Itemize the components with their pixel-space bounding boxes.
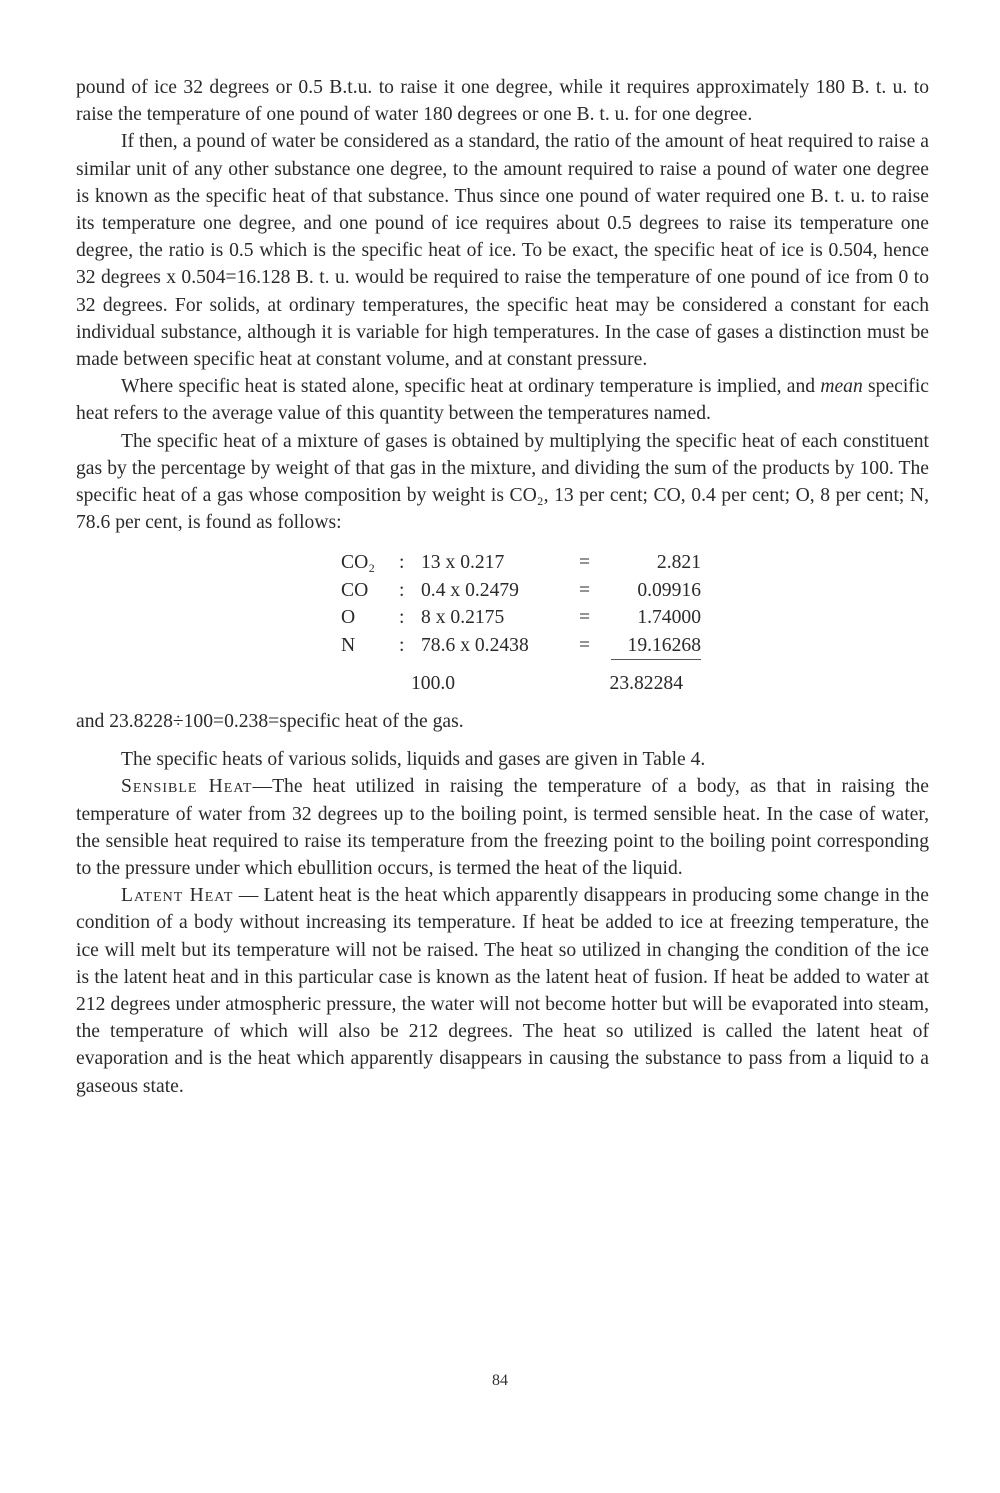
- section-heading-latent-heat: Latent Heat: [121, 885, 234, 907]
- total-weight: 100.0: [411, 673, 456, 695]
- paragraph-latent-heat: [76, 882, 929, 1100]
- paragraph-gas-mixture: The specific heat of a mixture of gases is obtained by multiplying the specific heat of each constituent gas by the percentage by weight of that gas in the mixture, and dividing the sum of the products by 100. The specific heat of a gas whose composition by weight is CO₂, 13 per cent; CO, 0.4 per cent; O, 8 per cent; N, 78.6 per cent, is found as follows:: [76, 430, 929, 534]
- text-before-emphasis: Where specific heat is stated alone, specific heat at ordinary temperature is implied, and: [121, 376, 816, 398]
- separator: :: [399, 579, 405, 601]
- product-expression: 8 x 0.2175: [421, 607, 505, 629]
- gas-label: CO₂: [341, 552, 376, 574]
- product-result: 19.16268: [611, 632, 701, 661]
- calculation-table: [341, 549, 701, 698]
- product-expression: 78.6 x 0.2438: [421, 634, 529, 656]
- latent-heat-text: — Latent heat is the heat which apparently disappears in producing some change in the condition of a body without increasing its temperature. If heat be added to ice at freezing temperature, the ice will melt but its temperature will not be raised. The heat so utilized in changing the condition of the ice is the latent heat and in this particular case is known as the latent heat of fusion. If heat be added to water at 212 degrees under atmospheric pressure, the water will not become hotter but will be evaporated into steam, the temperature of which will also be 212 degrees. The heat so utilized is called the latent heat of evaporation and is the heat which apparently disappears in causing the substance to pass from a liquid to a gaseous state.: [76, 885, 929, 1097]
- paragraph-result: and 23.8228÷100=0.238=specific heat of the gas.: [76, 710, 464, 732]
- calculation-row-o: [341, 604, 701, 632]
- separator: :: [399, 634, 405, 656]
- paragraph-sensible-heat: [76, 773, 929, 882]
- equals-sign: =: [579, 579, 591, 601]
- gas-label: N: [341, 634, 356, 656]
- paragraph-mean-specific-heat: [76, 373, 929, 427]
- product-result: 1.74000: [637, 607, 701, 629]
- emphasis-mean: mean: [820, 376, 863, 398]
- calculation-totals: [341, 670, 701, 698]
- separator: :: [399, 607, 405, 629]
- calculation-row-co2: [341, 549, 701, 577]
- paragraph-continuation: pound of ice 32 degrees or 0.5 B.t.u. to raise it one degree, while it requires approximately 180 B. t. u. to raise the temperature of one pound of water 180 degrees or one B. t. u. for one degree.: [76, 77, 929, 126]
- product-expression: 0.4 x 0.2479: [421, 579, 519, 601]
- section-heading-sensible-heat: Sensible Heat: [121, 776, 253, 798]
- page-body: [76, 74, 929, 1100]
- paragraph-gap: [76, 735, 929, 746]
- sensible-heat-text: —The heat utilized in raising the temperature of a body, as that in raising the temperature of water from 32 degrees up to the boiling point, is termed sensible heat. In the case of water, the sensible heat required to raise its temperature from the freezing point to the boiling point corresponding to the pressure under which ebullition occurs, is termed the heat of the liquid.: [76, 776, 929, 879]
- gas-label: CO: [341, 579, 369, 601]
- equals-sign: =: [579, 607, 591, 629]
- paragraph-specific-heat-definition: If then, a pound of water be considered as a standard, the ratio of the amount of heat required to raise a similar unit of any other substance one degree, to the amount required to raise a pound of water one degree is known as the specific heat of that substance. Thus since one pound of water required one B. t. u. to raise its temperature one degree, and one pound of ice requires about 0.5 degrees to raise its temperature one degree, the ratio is 0.5 which is the specific heat of ice. To be exact, the specific heat of ice is 0.504, hence 32 degrees x 0.504=16.128 B. t. u. would be required to raise the temperature of one pound of ice from 0 to 32 degrees. For solids, at ordinary temperatures, the specific heat may be considered a constant for each individual substance, although it is variable for high temperatures. In the case of gases a distinction must be made between specific heat at constant volume, and at constant pressure.: [76, 131, 929, 371]
- page-number: 84: [492, 1372, 508, 1389]
- product-expression: 13 x 0.217: [421, 552, 505, 574]
- product-result: 2.821: [656, 552, 701, 574]
- paragraph-table-reference: The specific heats of various solids, liquids and gases are given in Table 4.: [121, 749, 706, 771]
- equals-sign: =: [579, 634, 591, 656]
- total-result: 23.82284: [609, 673, 683, 695]
- gas-label: O: [341, 607, 356, 629]
- text-after-emphasis: specific heat refers to the average value of this quantity between the temperatures named.: [76, 376, 929, 425]
- equals-sign: =: [579, 552, 591, 574]
- separator: :: [399, 552, 405, 574]
- calculation-row-n: [341, 632, 701, 661]
- product-result: 0.09916: [637, 579, 701, 601]
- calculation-row-co: [341, 577, 701, 605]
